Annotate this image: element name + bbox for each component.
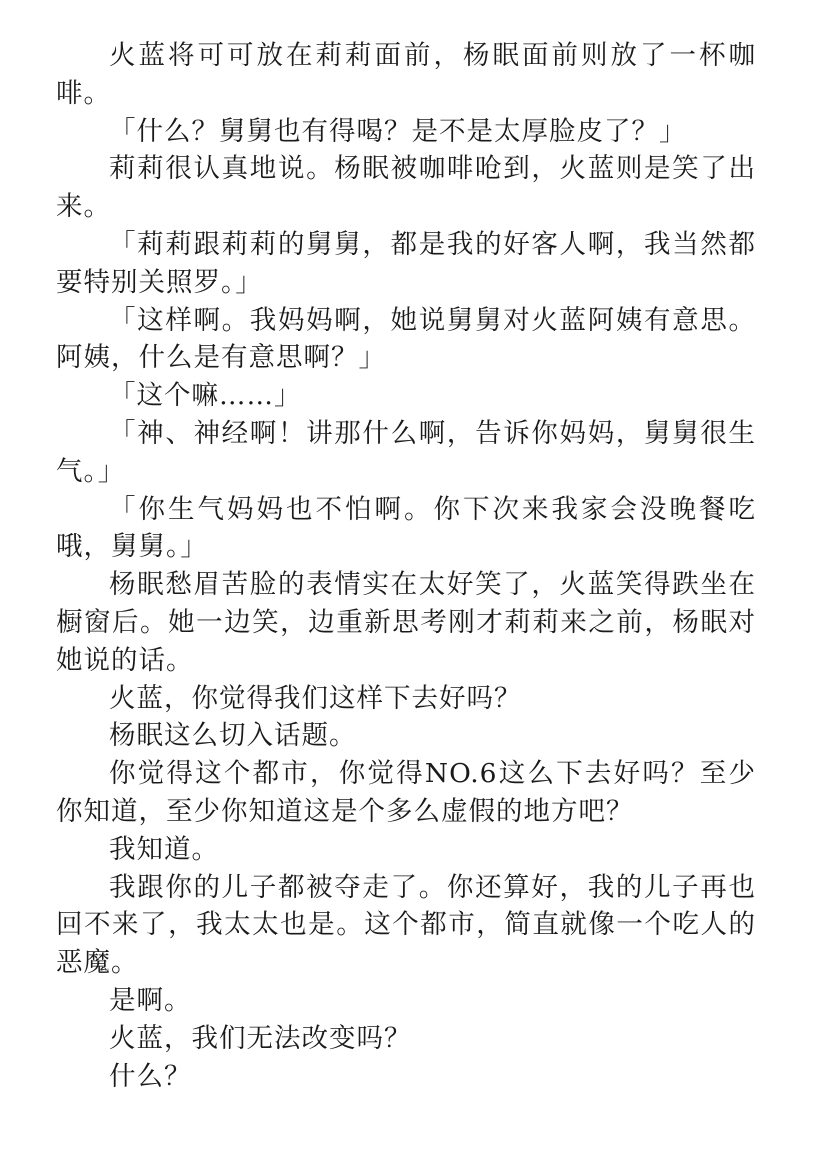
paragraph: 火蓝，我们无法改变吗？	[109, 1022, 412, 1054]
paragraph: 杨眠这么切入话题。	[109, 720, 357, 752]
paragraph: 「神、神经啊！讲那什么啊，告诉你妈妈，舅舅很生气。」	[56, 417, 756, 487]
paragraph: 是啊。	[109, 984, 192, 1016]
paragraph: 「这个嘛……」	[109, 380, 302, 412]
paragraph: 什么？	[109, 1060, 192, 1092]
paragraph: 「什么？舅舅也有得喝？是不是太厚脸皮了？」	[109, 115, 687, 147]
paragraph: 莉莉很认真地说。杨眠被咖啡呛到，火蓝则是笑了出来。	[56, 153, 756, 223]
paragraph: 「这样啊。我妈妈啊，她说舅舅对火蓝阿姨有意思。阿姨，什么是有意思啊？」	[56, 304, 756, 374]
paragraph: 杨眠愁眉苦脸的表情实在太好笑了，火蓝笑得跌坐在橱窗后。她一边笑，边重新思考刚才莉莉来之前，杨眠对她说的话。	[56, 569, 756, 676]
paragraph: 火蓝将可可放在莉莉面前，杨眠面前则放了一杯咖啡。	[56, 40, 756, 109]
paragraph: 我知道。	[109, 833, 219, 865]
paragraph: 「莉莉跟莉莉的舅舅，都是我的好客人啊，我当然都要特别关照罗。」	[56, 228, 756, 298]
paragraph: 火蓝，你觉得我们这样下去好吗？	[109, 682, 522, 714]
document-page	[56, 37, 756, 1095]
paragraph: 我跟你的儿子都被夺走了。你还算好，我的儿子再也回不来了，我太太也是。这个都市，简直就像一个吃人的恶魔。	[56, 871, 756, 979]
paragraph: 「你生气妈妈也不怕啊。你下次来我家会没晚餐吃哦，舅舅。」	[56, 493, 756, 563]
paragraph: 你觉得这个都市，你觉得NO.6这么下去好吗？至少你知道，至少你知道这是个多么虚假的地方吧？	[56, 758, 756, 827]
